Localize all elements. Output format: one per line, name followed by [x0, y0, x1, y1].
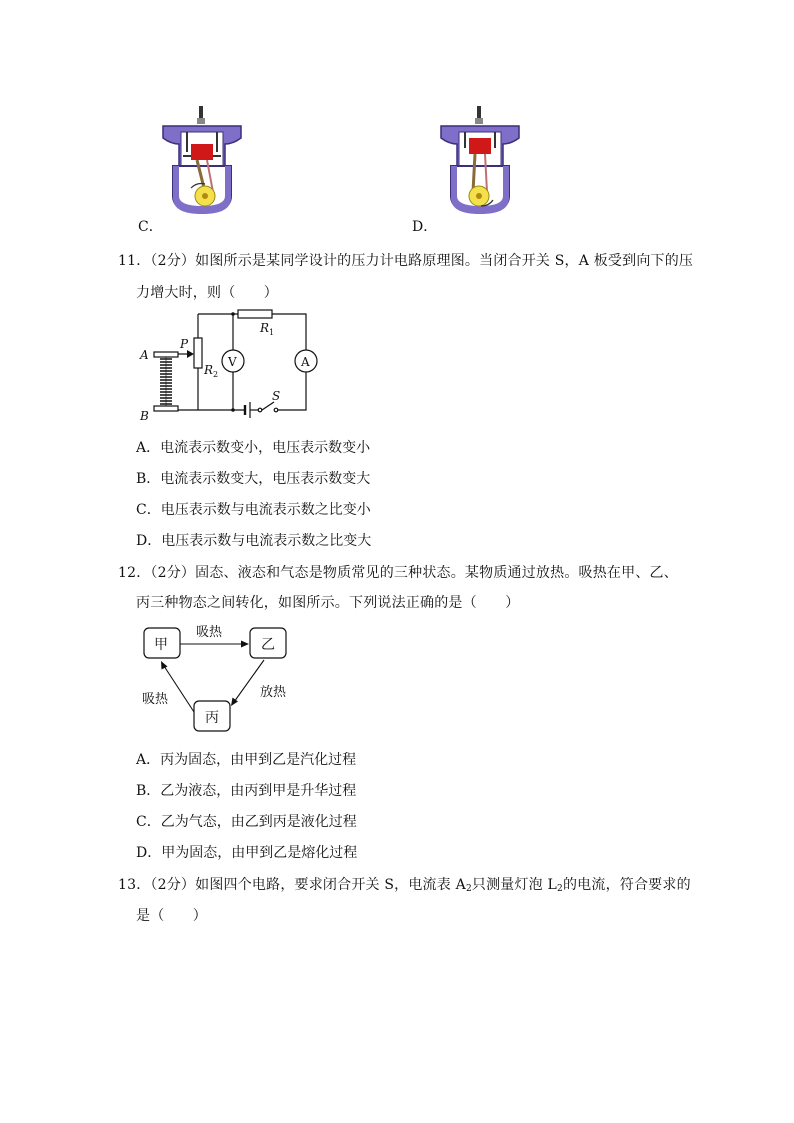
q11-stem-line2: 力增大时，则（ ） — [136, 285, 278, 301]
arrow-label-left: 吸热 — [142, 692, 169, 707]
state-label-yi: 乙 — [261, 637, 275, 653]
q12-option-d[interactable]: D．甲为固态，由甲到乙是熔化过程 — [136, 845, 358, 861]
label-r2-sub: 2 — [213, 370, 219, 379]
plate-b — [154, 406, 178, 411]
resistor-r2 — [194, 338, 202, 368]
label-r1: R — [260, 321, 270, 335]
q13-stem-part-c: 的电流，符合要求的 — [562, 877, 691, 893]
label-p: P — [180, 337, 189, 351]
q12-stem-line2: 丙三种物态之间转化，如图所示。下列说法正确的是（ ） — [136, 595, 520, 611]
q13-stem-part-b: 只测量灯泡 L — [471, 877, 558, 893]
q12-option-a[interactable]: A．丙为固态，由甲到乙是汽化过程 — [136, 752, 357, 768]
engine-option-d-label: D． — [412, 219, 438, 235]
plate-a — [154, 352, 178, 357]
pressure-circuit-diagram — [138, 304, 318, 424]
engine-diagram-c — [155, 104, 250, 216]
arrow-label-top: 吸热 — [196, 625, 223, 640]
label-s: S — [272, 389, 281, 403]
state-label-bing: 丙 — [205, 710, 219, 726]
label-b: B — [140, 409, 149, 423]
engine-option-c-label: C． — [138, 219, 163, 235]
svg-text:R2 — [203, 363, 218, 379]
q11-option-b[interactable]: B．电流表示数变大，电压表示数变大 — [136, 471, 371, 487]
resistor-r1 — [238, 310, 272, 318]
label-v: V — [228, 355, 237, 369]
q11-option-c[interactable]: C．电压表示数与电流表示数之比变小 — [136, 502, 371, 518]
q12-option-c[interactable]: C．乙为气态，由乙到丙是液化过程 — [136, 814, 357, 830]
q12-stem-line1: 12．（2分）固态、液态和气态是物质常见的三种状态。某物质通过放热。吸热在甲、乙、 — [118, 565, 678, 581]
label-a: A — [140, 348, 149, 362]
q11-stem-line1: 11．（2分）如图所示是某同学设计的压力计电路原理图。当闭合开关 S，A 板受到向下的压 — [118, 253, 694, 269]
engine-diagram-d — [433, 104, 528, 216]
label-r2: R — [204, 363, 214, 377]
q13-stem-line1 — [118, 874, 691, 894]
q13-stem-line2: 是（ ） — [136, 908, 207, 924]
q11-option-a[interactable]: A．电流表示数变小，电压表示数变小 — [136, 440, 371, 456]
state-label-jia: 甲 — [154, 637, 168, 653]
q12-option-b[interactable]: B．乙为液态，由丙到甲是升华过程 — [136, 783, 357, 799]
label-ammeter: A — [301, 355, 310, 369]
q11-option-d[interactable]: D．电压表示数与电流表示数之比变大 — [136, 533, 372, 549]
q13-sub-a2: 2 — [465, 884, 472, 894]
states-diagram — [138, 618, 298, 738]
q13-stem-part-a: 13．（2分）如图四个电路，要求闭合开关 S，电流表 A — [118, 877, 466, 893]
arrow-label-right: 放热 — [260, 685, 287, 700]
svg-text:R1 — [259, 321, 274, 337]
label-r1-sub: 1 — [269, 328, 275, 337]
q13-sub-l2: 2 — [557, 884, 563, 894]
